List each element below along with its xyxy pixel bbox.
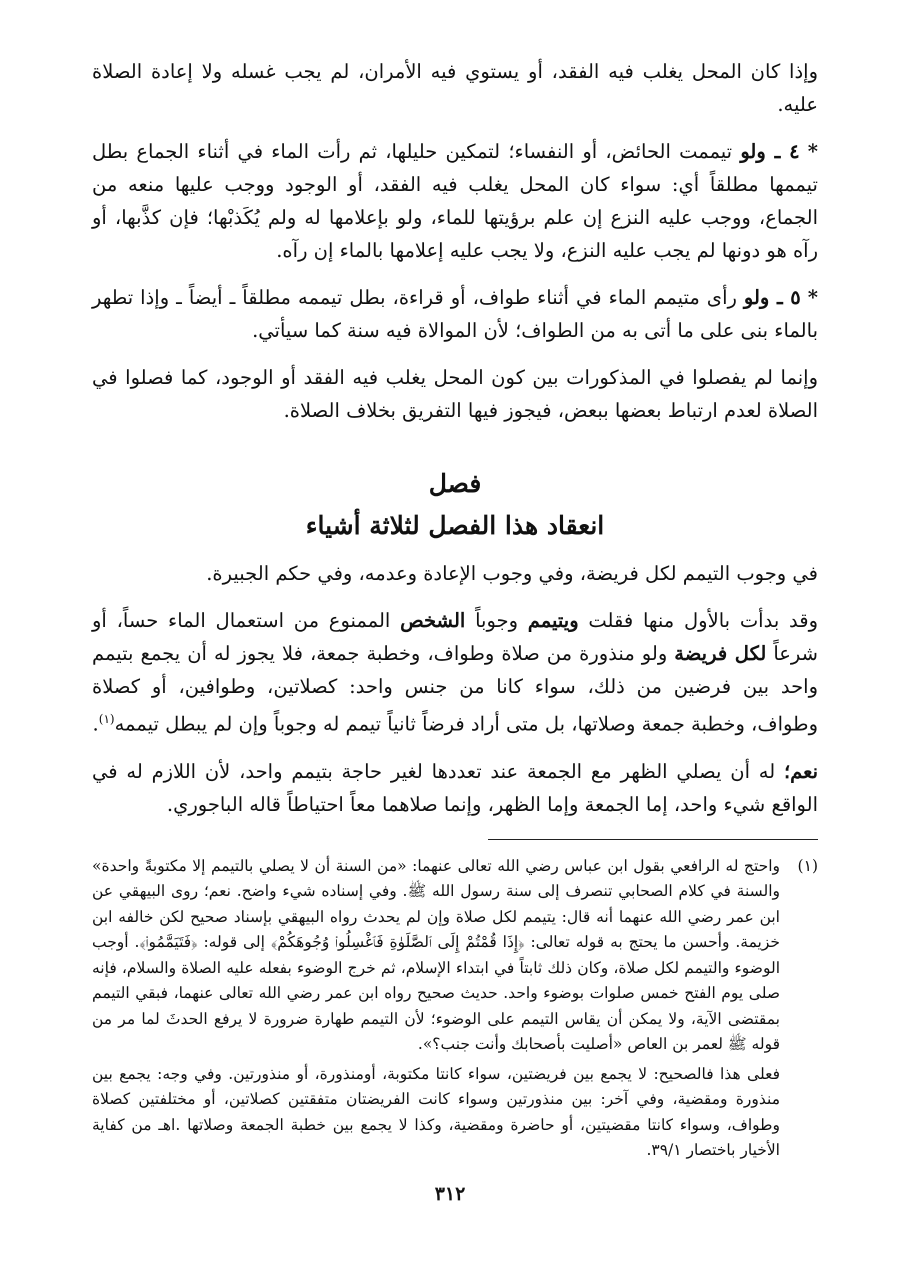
footnote-reference[interactable]: (١) bbox=[98, 712, 115, 726]
paragraph-6 bbox=[92, 604, 818, 741]
bold-run: ويتيمم bbox=[527, 609, 579, 632]
text-run: . bbox=[92, 712, 99, 736]
text-run: ولو منذورة من صلاة وطواف، وخطبة جمعة، فلا يجوز له أن يجمع بتيمم واحد بين فرضين من ذلك، سواء كانا من جنس واحد: كصلاتين، وطوافين، أو كصلاة وطواف، وخطبة جمعة وصلاتها، بل متى أراد فرضاً ثانياً تيمم له وجوباً وإن لم يبطل تيممه bbox=[92, 642, 818, 736]
paragraph-3 bbox=[92, 281, 818, 347]
footnote-text: واحتج له الرافعي بقول ابن عباس رضي الله تعالى عنهما: «من السنة أن لا يصلي بالتيمم إلا مكتوبةً واحدة» والسنة في كلام الصحابي تنصرف إلى سنة رسول الله ﷺ. وفي إسناده شيء واضح. نعم؛ روى البيهقي عن ابن عمر رضي الله عنهما أنه قال: يتيمم لكل صلاة وإن لم يحدث رواه البيهقي بإسناد صحيح لكن خالفه ابن خزيمة. وأحسن ما يحتج به قوله تعالى: ﴿إِذَا قُمْتُمْ إِلَى ٱلصَّلَوٰةِ فَٱغْسِلُوا۟ وُجُوهَكُمْ﴾ إلى قوله: ﴿فَتَيَمَّمُوا۟﴾. أوجب الوضوء والتيمم لكل صلاة، وكان ذلك ثابتاً في ابتداء الإسلام، ثم خرج الوضوء بفعله عليه الصلاة والسلام، فإنه صلى يوم الفتح خمس صلوات بوضوء واحد. حديث صحيح رواه ابن عمر رضي الله تعالى عنهما، فبقي التيمم بمقتضى الآية، ولا يمكن أن يقاس التيمم على الوضوء؛ لأن التيمم طهارة ضرورة لا يرفع الحدثَ لما مر من قوله ﷺ لعمر بن العاص «أصليت بأصحابك وأنت جنب؟». bbox=[92, 856, 780, 1053]
paragraph-4: وإنما لم يفصلوا في المذكورات بين كون المحل يغلب فيه الفقد أو الوجود، كما فصلوا في الصلاة لعدم ارتباط بعضها ببعض، فيجوز فيها التفريق بخلاف الصلاة. bbox=[92, 366, 818, 422]
footnote-marker: (١) bbox=[797, 856, 818, 875]
star-marker: * bbox=[807, 140, 818, 163]
paragraph-7 bbox=[92, 755, 818, 821]
text-run: له أن يصلي الظهر مع الجمعة عند تعددها لغير حاجة بتيمم واحد، لأن اللازم له في الواقع شيء واحد، إما الجمعة وإما الظهر، وإنما صلاهما معاً احتياطاً قاله الباجوري. bbox=[92, 759, 818, 816]
paragraph-text: رأى متيمم الماء في أثناء طواف، أو قراءة، بطل تيممه مطلقاً ـ أيضاً ـ وإذا تطهر بالماء بنى على ما أتى به من الطواف؛ لأن الموالاة فيه سنة كما سيأتي. bbox=[92, 286, 818, 342]
section-subtitle: انعقاد هذا الفصل لثلاثة أشياء bbox=[305, 511, 605, 540]
paragraph-text: تيممت الحائض، أو النفساء؛ لتمكين حليلها، ثم رأت الماء في أثناء الجماع بطل تيممها مطلقاً أي: سواء كان المحل يغلب فيه الفقد، أو الوجود ووجب عليها منعه من الجماع، ووجب عليه النزع إن علم برؤيتها للماء، ولو بإعلامها له ولم يُكَذبْها؛ فإن كذَّبها، أو رآه هو دونها لم يجب عليه النزع، ولا يجب عليه إعلامها بالماء إن رآه. bbox=[92, 140, 818, 262]
page-number: ٣١٢ bbox=[434, 1183, 466, 1205]
paragraph-5: في وجوب التيمم لكل فريضة، وفي وجوب الإعادة وعدمه، وفي حكم الجبيرة. bbox=[206, 562, 818, 585]
main-text bbox=[92, 55, 818, 821]
bold-run: الشخص bbox=[400, 609, 466, 632]
text-run: وقد بدأت بالأول منها فقلت bbox=[578, 609, 818, 632]
star-marker: * bbox=[807, 286, 818, 309]
item-number: ٤ ـ ولو bbox=[740, 140, 800, 163]
footnotes bbox=[92, 854, 818, 1168]
footnote-text: فعلى هذا فالصحيح: لا يجمع بين فريضتين، سواء كانتا مكتوبة، أومنذورة، أو منذورتين. وفي وجه: يجمع بين منذورة ومقضية، وفي آخر: بين منذورتين وسواء كانت الفريضتان متفقتين كصلاتين، أو مختلفتين كصلاة وطواف، وسواء كانتا مقضيتين، أو حاضرة ومقضية، وكذا لا يجمع بين خطبة الجمعة وصلاتها .اهـ من كفاية الأخيار باختصار ٣٩/١. bbox=[92, 1064, 780, 1159]
footnote-separator bbox=[488, 839, 818, 840]
paragraph-2 bbox=[92, 135, 818, 267]
footnote-body bbox=[92, 854, 780, 1168]
paragraph-1: وإذا كان المحل يغلب فيه الفقد، أو يستوي فيه الأمران، لم يجب غسله ولا إعادة الصلاة عليه. bbox=[92, 60, 818, 116]
bold-run: لكل فريضة bbox=[674, 642, 767, 665]
bold-run: نعم؛ bbox=[783, 759, 818, 783]
item-number: ٥ ـ ولو bbox=[743, 286, 801, 309]
text-run: الممنوع من استعمال الماء حساً، أو شرعاً bbox=[92, 609, 819, 665]
section-title: فصل bbox=[428, 469, 482, 498]
footnote-1 bbox=[92, 854, 818, 1168]
text-run: وجوباً bbox=[465, 609, 528, 632]
